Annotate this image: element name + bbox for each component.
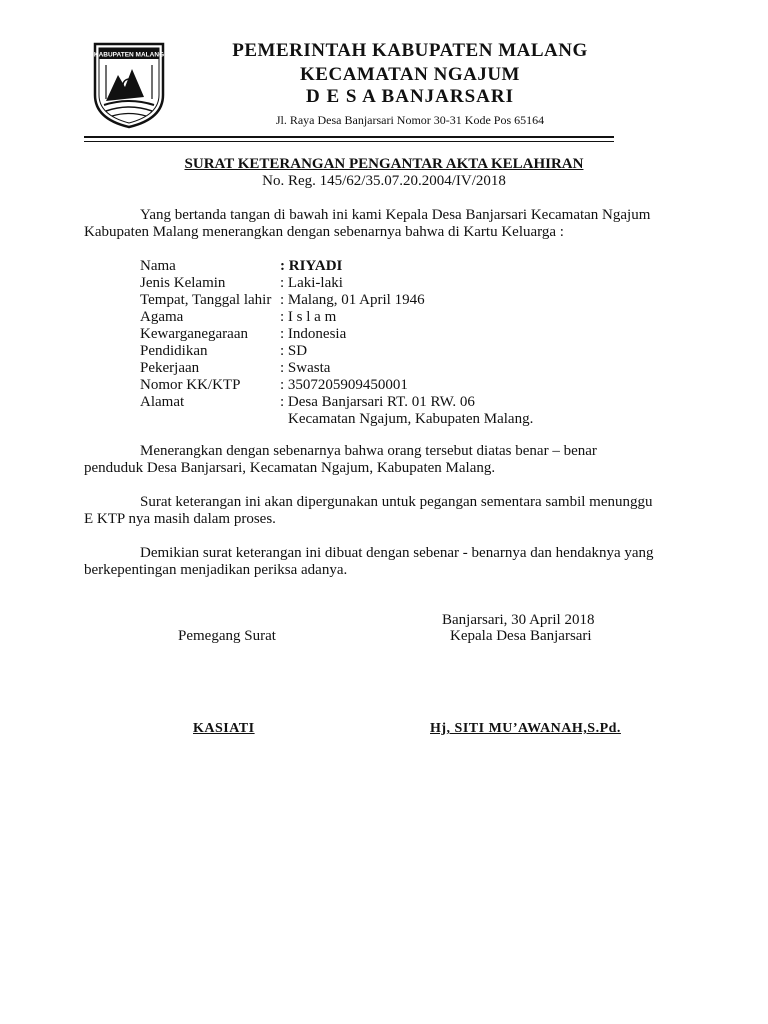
field-label-nomor-kk-ktp: Nomor KK/KTP [140, 377, 241, 393]
field-label-tempat-tanggal-lahir: Tempat, Tanggal lahir [140, 292, 272, 308]
field-label-agama: Agama [140, 309, 184, 325]
paragraph-2-line-2: penduduk Desa Banjarsari, Kecamatan Ngajum, Kabupaten Malang. [84, 460, 496, 476]
field-value-kewarganegaraan: : Indonesia [280, 326, 347, 342]
paragraph-4-line-1: Demikian surat keterangan ini dibuat dengan sebenar - benarnya dan hendaknya yang [140, 545, 654, 561]
paragraph-3-line-1: Surat keterangan ini akan dipergunakan untuk pegangan sementara sambil menunggu [140, 494, 653, 510]
field-value-nomor-kk-ktp: : 3507205909450001 [280, 377, 408, 393]
paragraph-4-line-2: berkepentingan menjadikan periksa adanya. [84, 562, 348, 578]
field-value-pendidikan: : SD [280, 343, 308, 359]
field-label-kewarganegaraan: Kewarganegaraan [140, 326, 248, 342]
field-label-jenis-kelamin: Jenis Kelamin [140, 275, 226, 291]
field-label-alamat: Alamat [140, 394, 185, 410]
paragraph-2-line-1: Menerangkan dengan sebenarnya bahwa orang tersebut diatas benar – benar [140, 443, 597, 459]
village-head-name: Hj, SITI MU’AWANAH,S.Pd. [430, 721, 621, 736]
letterhead-rule-thick [84, 136, 614, 138]
svg-text:KABUPATEN MALANG: KABUPATEN MALANG [93, 51, 165, 59]
letterhead-line-1: PEMERINTAH KABUPATEN MALANG [232, 40, 588, 61]
kabupaten-malang-emblem-icon [92, 41, 166, 129]
field-label-pendidikan: Pendidikan [140, 343, 208, 359]
letterhead-rule-thin [84, 141, 614, 142]
field-value-agama: : I s l a m [280, 309, 337, 325]
field-value-pekerjaan: : Swasta [280, 360, 331, 376]
holder-name: KASIATI [193, 721, 255, 736]
field-label-pekerjaan: Pekerjaan [140, 360, 200, 376]
intro-line-2: Kabupaten Malang menerangkan dengan sebenarnya bahwa di Kartu Keluarga : [84, 224, 564, 240]
intro-line-1: Yang bertanda tangan di bawah ini kami Kepala Desa Banjarsari Kecamatan Ngajum [140, 207, 651, 223]
village-head-title: Kepala Desa Banjarsari [450, 628, 592, 644]
field-value-nama: : RIYADI [280, 258, 343, 274]
field-label-nama: Nama [140, 258, 176, 274]
letterhead-line-2: KECAMATAN NGAJUM [300, 64, 520, 85]
letter-title: SURAT KETERANGAN PENGANTAR AKTA KELAHIRAN [184, 156, 584, 172]
field-value-jenis-kelamin: : Laki-laki [280, 275, 343, 291]
place-and-date: Banjarsari, 30 April 2018 [442, 612, 595, 628]
letterhead-address: Jl. Raya Desa Banjarsari Nomor 30-31 Kode Pos 65164 [275, 113, 545, 127]
field-value-tempat-tanggal-lahir: : Malang, 01 April 1946 [280, 292, 425, 308]
registration-number: No. Reg. 145/62/35.07.20.2004/IV/2018 [262, 173, 506, 189]
field-value-alamat: : Desa Banjarsari RT. 01 RW. 06 [280, 394, 475, 410]
letterhead-line-3: D E S A BANJARSARI [305, 86, 515, 107]
paragraph-3-line-2: E KTP nya masih dalam proses. [84, 511, 276, 527]
holder-title: Pemegang Surat [178, 628, 276, 644]
field-value-alamat-continued: Kecamatan Ngajum, Kabupaten Malang. [288, 411, 534, 427]
